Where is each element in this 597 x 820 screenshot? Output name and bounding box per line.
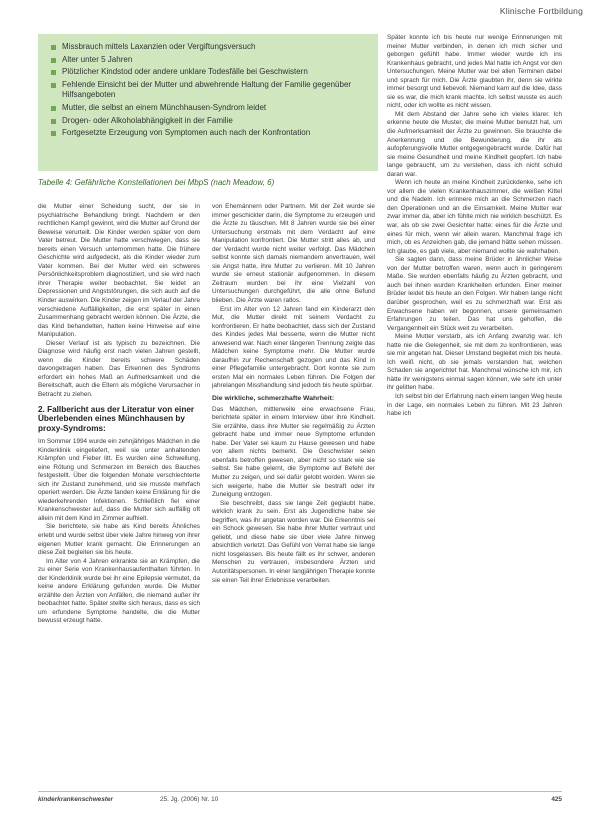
list-item: Fortgesetzte Erzeugung von Symptomen auch nach der Konfrontation	[50, 128, 368, 139]
text-column-right	[387, 34, 562, 768]
list-item: Missbrauch mittels Laxanzien oder Vergiftungsversuch	[50, 42, 368, 53]
body-paragraph: Im Alter von 4 Jahren erkrankte sie an Krämpfen, die zu einer Serie von Krankenhausaufenthalten führten. In der Kinderklinik wurde bei ihr eine Epilepsie vermutet, da keine andere Erklärung gefunden wurde. Die Mutter erzählte den Ärzten von Anfällen, die niemand außer ihr beobachtet hatte. Später stellte sich heraus, dass es sich um erfundene Symptome handelte, die die Mutter bewusst erzeugt hatte.	[38, 557, 200, 625]
risk-factor-box	[38, 34, 378, 171]
body-paragraph: Im Sommer 1994 wurde ein zehnjähriges Mädchen in die Kinderklinik eingeliefert, weil sie unter anhaltenden Krämpfen und Fieber litt. Es wurden eine Schwellung, eine Rötung und Schmerzen im Bereich des Bauches festgestellt. Über die folgenden Monate verschlechterte sich ihr Zustand zunehmend, und sie musste mehrfach operiert werden. Die Ärzte fanden keine Erklärung für die wiederkehrenden Infektionen. Schließlich fiel einer Krankenschwester auf, dass die Mutter sich auffällig oft allein mit dem Kind im Zimmer aufhielt.	[38, 437, 200, 522]
body-paragraph: Sie berichtete, sie habe als Kind bereits Ähnliches erlebt und wurde selbst über viele Jahre hinweg von ihrer eigenen Mutter krank gemacht. Die Erinnerungen an diese Zeit begleiten sie bis heute.	[38, 523, 200, 557]
body-paragraph: Sie beschreibt, dass sie lange Zeit geglaubt habe, wirklich krank zu sein. Erst als Jugendliche habe sie begriffen, was ihr angetan worden war. Die Erkenntnis sei ein Schock gewesen. Sie habe ihrer Mutter vertraut und geliebt, und diese habe sie über viele Jahre hinweg absichtlich verletzt. Das Gefühl von Verrat habe sie lange nicht losgelassen. Bis heute fällt es ihr schwer, anderen Menschen zu vertrauen, insbesondere Ärzten und Autoritätspersonen. In einer langjährigen Therapie konnte sie einen Teil ihrer Erlebnisse verarbeiten.	[212, 499, 375, 584]
body-paragraph: Meine Mutter verstarb, als ich Anfang zwanzig war. Ich hatte nie die Gelegenheit, sie mit dem zu konfrontieren, was sie mir angetan hat. Dieser Umstand begleitet mich bis heute. Ich weiß nicht, ob sie jemals verstanden hat, welchen Schaden sie angerichtet hat. Manchmal wünsche ich mir, ich hätte ihr wenigstens einmal sagen können, wie sehr ich unter ihr gelitten habe.	[387, 333, 562, 392]
body-paragraph: Das Mädchen, mittlerweile eine erwachsene Frau, berichtete später in einem Interview über ihre Kindheit. Sie erzählte, dass ihre Mutter sie regelmäßig zu Ärzten gebracht habe und immer neue Symptome erfunden habe. Der Vater sei kaum zu Hause gewesen und habe von allem nichts bemerkt. Die Geschwister seien ebenfalls betroffen gewesen, aber nicht so stark wie sie selbst. Sie habe gelernt, die Symptome auf Befehl der Mutter zu zeigen, und sei dafür gelobt worden. Wenn sie sich weigerte, habe die Mutter sie bestraft oder ihr Zuneigung entzogen.	[212, 405, 375, 499]
section-heading: 2. Fallbericht aus der Literatur von einer Überlebenden eines Münchhausen by proxy-Syndroms:	[38, 404, 195, 434]
issue-info: 25. Jg. (2006) Nr. 10	[160, 796, 219, 803]
body-paragraph: Später konnte ich bis heute nur wenige Erinnerungen mit meiner Mutter verbinden, in denen ich mich sicher und geborgen gefühlt habe. Immer wieder wurde ich ins Krankenhaus gebracht, und jedes Mal hatte ich Angst vor den Untersuchungen. Meine Mutter war bei allen Terminen dabei und sprach für mich. Die Ärzte glaubten ihr, denn sie wirkte immer besorgt und liebevoll. Niemand kam auf die Idee, dass sie es war, die mich krank machte. Ich selbst wusste es auch nicht, oder ich wollte es nicht wissen.	[387, 34, 562, 110]
section-label: Klinische Fortbildung	[499, 6, 583, 16]
body-paragraph: Wenn ich heute an meine Kindheit zurückdenke, sehe ich vor allem die vielen Krankenhauszimmer, die weißen Kittel und die Nadeln. Ich erinnere mich an die Schmerzen nach den Operationen und an die Einsamkeit. Meine Mutter war zwar immer da, aber ich fühlte mich nie wirklich beschützt. Es war, als ob sie zwei Gesichter hatte: eines für die Ärzte und eines für mich, wenn wir allein waren. Manchmal frage ich mich, ob es Anzeichen gab, die jemand hätte sehen müssen. Ich glaube, es gab viele, aber niemand wollte sie wahrhaben.	[387, 179, 562, 255]
body-paragraph: Sie sagten dann, dass meine Brüder in ähnlicher Weise von der Mutter betroffen waren, wenn auch in geringerem Maße. Sie wurden ebenfalls häufig zu Ärzten gebracht, und auch bei ihnen wurden Krankheiten erfunden. Einer meiner Brüder leidet bis heute an den Folgen. Wir haben lange nicht darüber gesprochen, weil es zu schmerzhaft war. Erst als Erwachsene haben wir begonnen, unsere gemeinsamen Erfahrungen zu teilen. Das hat uns geholfen, die Vergangenheit ein Stück weit zu verarbeiten.	[387, 256, 562, 332]
body-paragraph: Mit dem Abstand der Jahre sehe ich vieles klarer. Ich erkenne heute die Muster, die meine Mutter benutzt hat, um die Aufmerksamkeit der Ärzte zu gewinnen. Sie brauchte die Anerkennung und die Bewunderung, die ihr als aufopferungsvolle Mutter entgegengebracht wurde. Dafür hat sie meine Gesundheit und meine Kindheit geopfert. Ich habe lange gebraucht, um zu verstehen, dass ich nicht schuld daran war.	[387, 110, 562, 178]
text-column-left	[38, 203, 200, 768]
list-item: Alter unter 5 Jahren	[50, 55, 368, 66]
list-item: Mutter, die selbst an einem Münchhausen-Syndrom leidet	[50, 103, 368, 114]
body-paragraph: Erst im Alter von 12 Jahren fand ein Kinderarzt den Mut, die Mutter direkt mit seinem Verdacht zu konfrontieren. Er hatte beobachtet, dass sich der Zustand des Kindes jedes Mal besserte, wenn die Mutter nicht anwesend war. Nach einer längeren Trennung zeigte das Mädchen keine Symptome mehr. Die Mutter wurde daraufhin zur Rechenschaft gezogen und das Kind in einer Pflegefamilie untergebracht. Dort konnte sie zum ersten Mal ein normales Leben führen. Die Folgen der jahrelangen Misshandlung sind jedoch bis heute spürbar.	[212, 305, 375, 390]
list-item: Drogen- oder Alkoholabhängigkeit in der Familie	[50, 116, 368, 127]
body-paragraph: die Mutter einer Scheidung sucht, der sie in psychiatrische Behandlung bringt. Nachdem er den rechtlichen Kampf gewinnt, wird die Mutter auf Grund der Beweise verurteilt. Die Kinder werden später von dem Vater betreut. Die Mutter hatte verschwiegen, dass sie bereits einen Versuch unternommen hatte. Die frühere Geschichte wird aufgedeckt, als die Kinder wieder zum Vater kommen. Bei der Mutter wird ein schweres Persönlichkeitsproblem diagnostiziert, und sie wird nach ihrer Therapie weiter beobachtet. Sie leidet an Depressionen und Angststörungen, die sich auch auf die Kinder auswirken. Die Kinder zeigen im Verlauf der Jahre verschiedene Auffälligkeiten, die erst später in einen Zusammenhang gebracht werden können. Die Ärzte, die das Kind behandelten, hatten keine Hinweise auf eine Manipulation.	[38, 203, 200, 339]
page-footer	[38, 796, 562, 806]
list-item: Fehlende Einsicht bei der Mutter und abwehrende Haltung der Familie gegenüber Hilfsangeboten	[50, 80, 368, 101]
journal-name: kinderkrankenschwester	[38, 796, 113, 803]
list-item: Plötzlicher Kindstod oder andere unklare Todesfälle bei Geschwistern	[50, 67, 368, 78]
table-caption: Tabelle 4: Gefährliche Konstellationen bei MbpS (nach Meadow, 6)	[38, 178, 275, 187]
risk-factor-list	[50, 42, 368, 139]
body-paragraph: Dieser Verlauf ist als typisch zu bezeichnen. Die Diagnose wird häufig erst nach vielen Jahren gestellt, wenn die Kinder bereits schwere Schäden davongetragen haben. Das Erkennen des Syndroms erfordert ein hohes Maß an Aufmerksamkeit und die Bereitschaft, auch die Eltern als mögliche Verursacher in Betracht zu ziehen.	[38, 339, 200, 399]
running-header	[0, 6, 597, 18]
page-number: 425	[551, 796, 562, 803]
body-paragraph: Ich selbst bin der Erfahrung nach einem langen Weg heute in der Lage, ein normales Leben zu führen. Mit 23 Jahren habe ich	[387, 392, 562, 418]
text-column-middle	[212, 203, 375, 768]
body-paragraph: von Ehemännern oder Partnern. Mit der Zeit wurde sie immer geschickter darin, die Symptome zu erzeugen und die Ärzte zu täuschen. Mit 8 Jahren wurde sie bei einer Untersuchung erstmals mit dem Verdacht auf eine Manipulation konfrontiert. Die Mutter stritt alles ab, und der Verdacht wurde nicht weiter verfolgt. Das Mädchen selbst konnte sich damals niemandem anvertrauen, weil sie Angst hatte, ihre Mutter zu verlieren. Mit 10 Jahren wurde sie erneut stationär aufgenommen. In diesem Zeitraum wurden bei ihr eine Vielzahl von Untersuchungen durchgeführt, die alle ohne Befund blieben. Die Ärzte waren ratlos.	[212, 203, 375, 305]
footer-divider	[38, 791, 562, 792]
subsection-heading: Die wirkliche, schmerzhafte Wahrheit:	[212, 395, 335, 403]
